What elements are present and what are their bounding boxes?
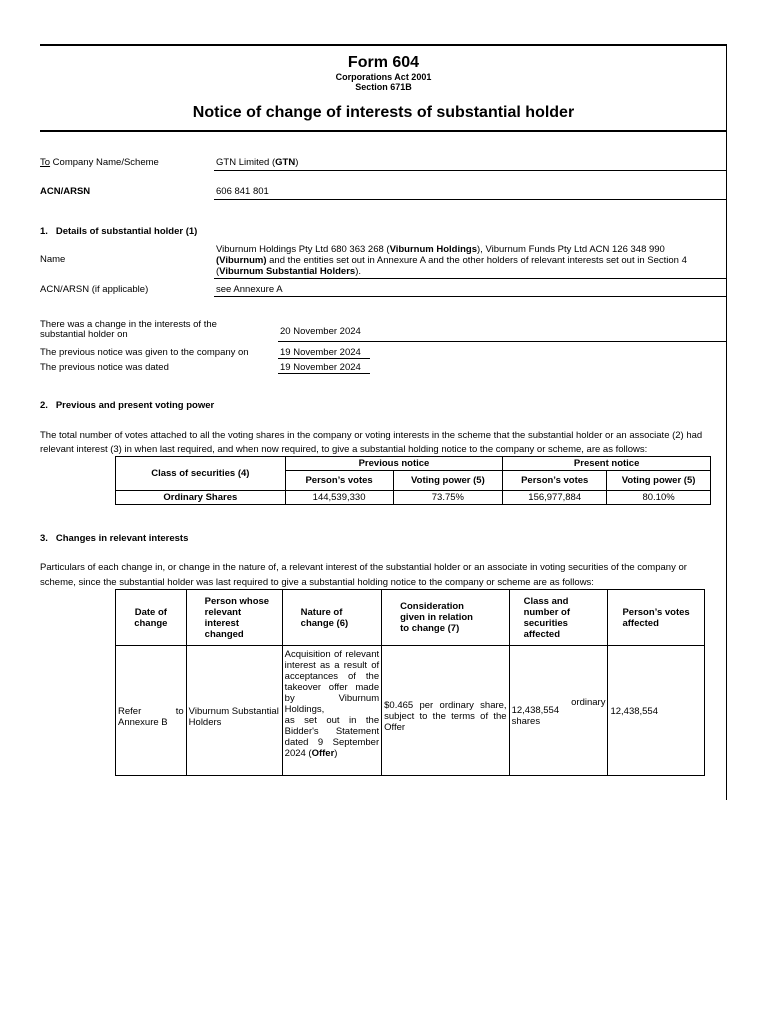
name-label: Name [40, 254, 66, 265]
header-nature-of-change: Nature of change (6) [282, 590, 381, 646]
changes-table [115, 589, 705, 776]
company-short: GTN [275, 157, 296, 168]
consideration-line-2: subject to the terms of the [384, 711, 507, 722]
present-notice-header: Present notice [503, 457, 711, 471]
header-date-of-change: Date of change [116, 590, 187, 646]
previous-notice-header: Previous notice [285, 457, 503, 471]
acn-underline [214, 199, 726, 200]
section3-intro-line-1: Particulars of each change in, or change in the nature of, a relevant interest of the substantial holder or an associate in voting securities of the company or [40, 562, 687, 573]
nature-line-7: Bidder's Statement [284, 726, 380, 737]
table-cell-class: Ordinary Shares [116, 491, 286, 505]
prev-persons-votes-header: Person’s votes [285, 471, 393, 491]
company-scheme-word: Company Name/Scheme [50, 157, 159, 168]
table-cell-prev-power: 73.75% [393, 491, 503, 505]
section3-heading: 3. Changes in relevant interests [40, 533, 189, 544]
date-line-1: Refer to [118, 705, 184, 717]
holder-name-line-2: (Viburnum) and the entities set out in Annexure A and the other holders of relevant interests set out in Section 4 [216, 255, 687, 266]
row-date-of-change [116, 646, 187, 776]
prev-voting-power-header: Voting power (5) [393, 471, 503, 491]
company-name: GTN Limited ( [216, 157, 276, 168]
voting-power-table [115, 456, 711, 505]
person-line-2: Holders [188, 716, 222, 728]
company-close: ) [295, 157, 299, 168]
to-company-label [40, 157, 159, 168]
change-date-underline [278, 341, 726, 342]
section2-intro-line-2: relevant interest (3) in when last required, and when now required, to give a substantial holding notice to the company or scheme, are as follows: [40, 444, 648, 455]
section2-intro-line-1: The total number of votes attached to all the voting shares in the company or voting interests in the scheme that the substantial holder or an associate (2) had [40, 430, 703, 441]
row-votes: 12,438,554 [608, 646, 705, 776]
holder-name-line-1: Viburnum Holdings Pty Ltd 680 363 268 (Viburnum Holdings), Viburnum Funds Pty Ltd ACN 126 348 990 [216, 244, 665, 255]
table-cell-pres-power: 80.10% [607, 491, 711, 505]
act-name: Corporations Act 2001 [335, 72, 432, 82]
prev-dated-value: 19 November 2024 [280, 362, 361, 373]
header-person-whose-interest-changed: Person whose relevant interest changed [186, 590, 282, 646]
change-date-value: 20 November 2024 [280, 326, 361, 337]
prev-dated-label: The previous notice was dated [40, 362, 169, 373]
holder-name-line-3: (Viburnum Substantial Holders). [216, 266, 361, 277]
table-cell-pres-votes: 156,977,884 [503, 491, 607, 505]
prev-given-value: 19 November 2024 [280, 347, 361, 358]
acn-label: ACN/ARSN [40, 186, 91, 197]
section1-heading: 1. Details of substantial holder (1) [40, 226, 198, 237]
header-consideration: Consideration given in relation to change (7) [382, 590, 509, 646]
notice-title: Notice of change of interests of substantial holder [192, 104, 575, 121]
nature-line-5: by Viburnum Holdings, [284, 693, 380, 715]
to-company-underline [214, 170, 726, 171]
row-class [509, 646, 608, 776]
nature-line-6: as set out in the [284, 715, 380, 726]
person-line-1: Viburnum Substantial [188, 705, 279, 717]
table-cell-prev-votes: 144,539,330 [285, 491, 393, 505]
header-right-border [726, 44, 727, 800]
consideration-line-3: Offer [384, 722, 406, 733]
nature-line-4: takeover offer made [284, 682, 380, 693]
consideration-line-1: $0.465 per ordinary share, [384, 700, 507, 711]
nature-line-2: interest as a result of [284, 660, 380, 671]
row-consideration [382, 646, 509, 776]
nature-line-3: acceptances of the [284, 671, 380, 682]
nature-line-1: Acquisition of relevant [284, 649, 380, 660]
section-ref: Section 671B [355, 82, 412, 92]
date-line-2: Annexure B [118, 716, 168, 728]
pres-voting-power-header: Voting power (5) [607, 471, 711, 491]
section3-intro-line-2: scheme, since the substantial holder was last required to give a substantial holding notice to the company or scheme are as follows: [40, 577, 594, 588]
holder-name-underline [214, 278, 726, 279]
prev-dated-underline [278, 373, 370, 374]
header-bottom-rule [40, 130, 727, 132]
row-nature [282, 646, 381, 776]
acn-arsn-value: see Annexure A [216, 284, 283, 295]
nature-line-9: 2024 (Offer) [284, 748, 338, 759]
change-date-label: There was a change in the interests of the substantial holder on [40, 319, 217, 340]
section2-heading: 2. Previous and present voting power [40, 400, 215, 411]
header-persons-votes-affected: Person’s votes affected [608, 590, 705, 646]
row-person [186, 646, 282, 776]
acn-arsn-underline [214, 296, 726, 297]
class-line-2: shares [511, 715, 541, 727]
header-top-rule [40, 44, 727, 46]
header-class-and-number: Class and number of securities affected [509, 590, 608, 646]
acn-value: 606 841 801 [216, 186, 269, 197]
to-word: To [40, 157, 51, 168]
holder-name-block [216, 244, 687, 277]
prev-given-underline [278, 358, 370, 359]
nature-line-8: dated 9 September [284, 737, 380, 748]
class-line-1: 12,438,554ordinary [511, 696, 606, 716]
class-of-securities-header: Class of securities (4) [116, 457, 286, 491]
prev-given-label: The previous notice was given to the company on [40, 347, 249, 358]
form-title: Form 604 [347, 54, 420, 71]
to-company-value [216, 157, 298, 168]
acn-arsn-label: ACN/ARSN (if applicable) [40, 284, 149, 295]
pres-persons-votes-header: Person’s votes [503, 471, 607, 491]
